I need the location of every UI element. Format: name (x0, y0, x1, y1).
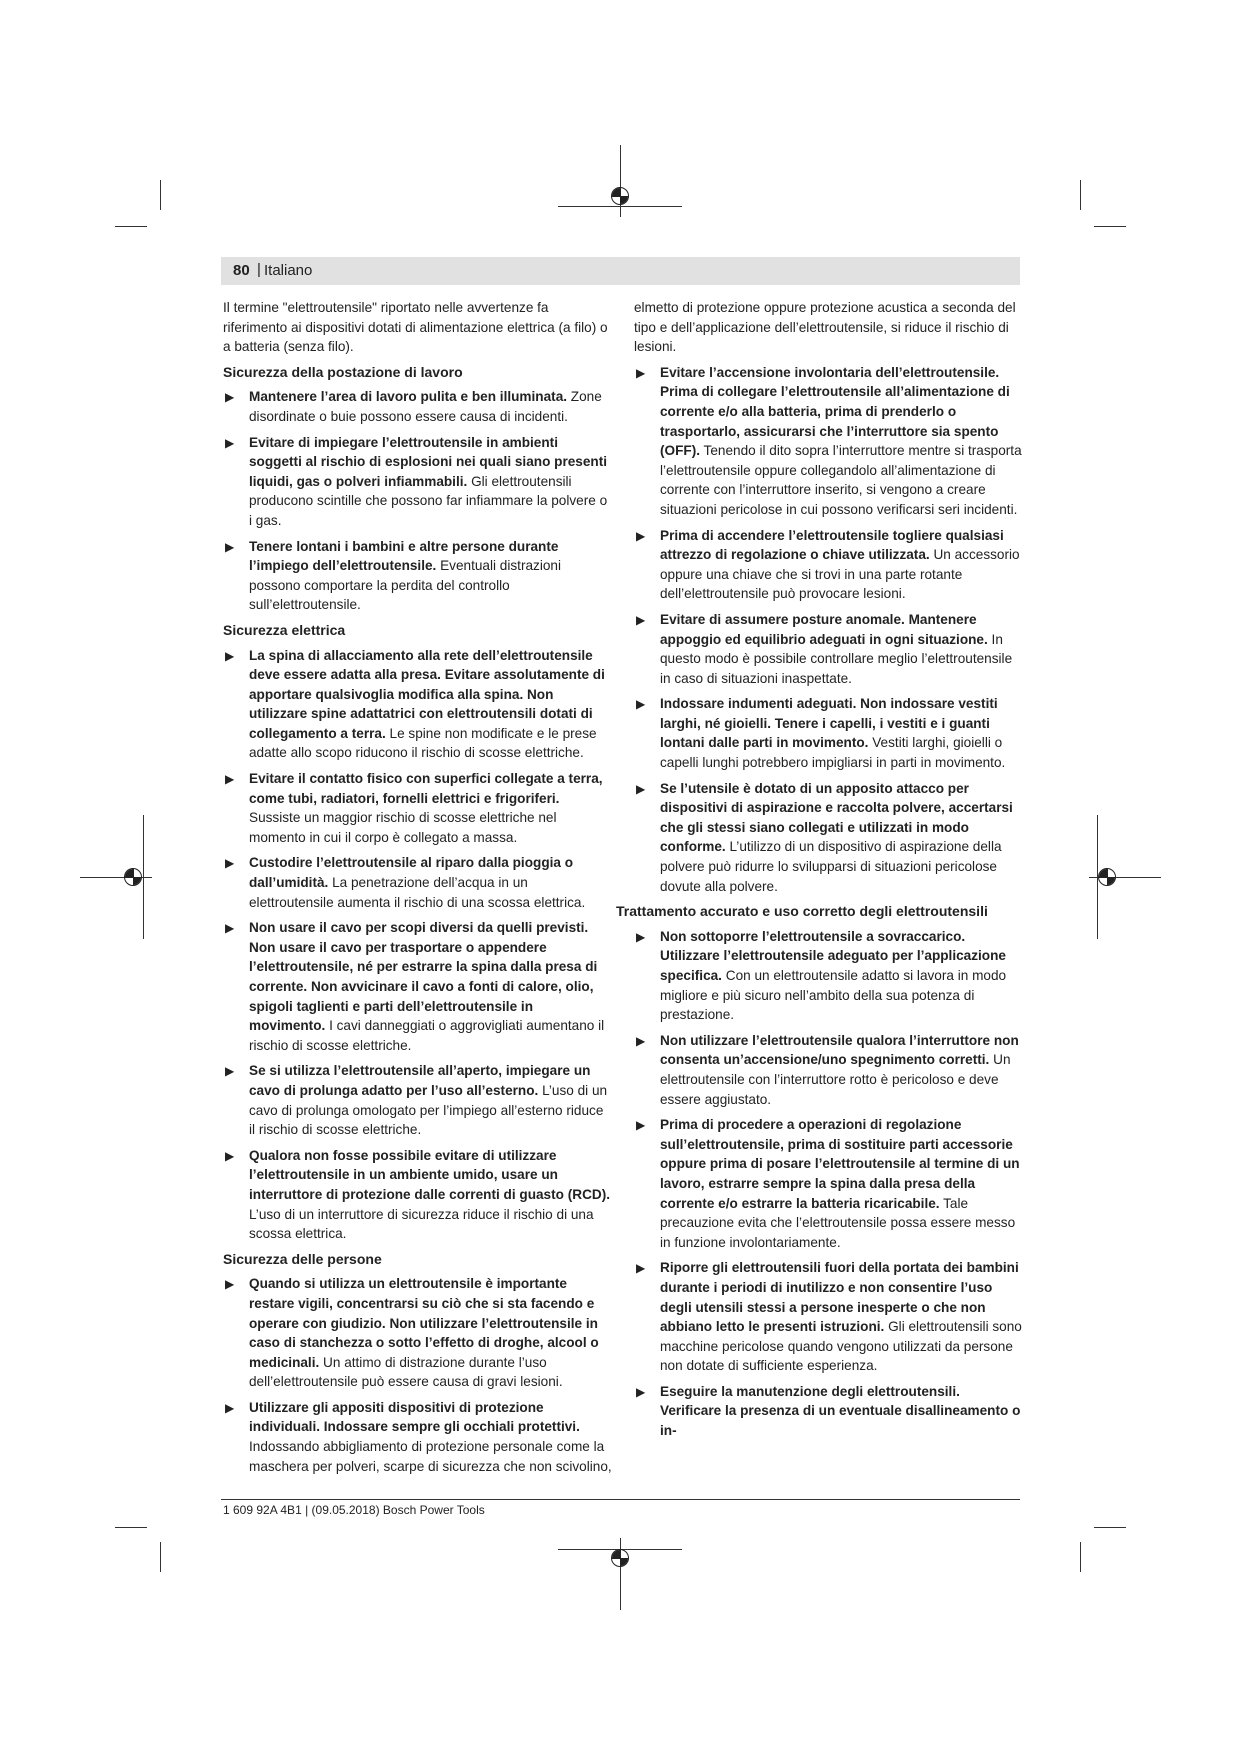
list-item: ▶ Non sottoporre l’elettroutensile a sovraccarico. Utilizzare l’elettroutensile adeguato per l’applicazione specifica. Con un elettroutensile adatto si lavora in modo migliore e più sicuro nell’ambito della sua potenza di prestazione. (634, 927, 1024, 1025)
list-item: ▶ Evitare di assumere posture anomale. Mantenere appoggio ed equilibrio adeguati in ogni situazione. In questo modo è possibile controllare meglio l’elettroutensile in caso di situazioni inaspettate. (634, 610, 1024, 688)
list-item: ▶ Prima di procedere a operazioni di regolazione sull’elettroutensile, prima di sostituire parti accessorie oppure prima di posare l’elettroutensile al termine di un lavoro, estrarre sempre la spina dalla presa della corrente e/o estrarre la batteria ricaricabile. Tale precauzione evita che l’elettroutensile possa essere messo in funzione involontariamente. (634, 1115, 1024, 1252)
list-item: ▶ Evitare di impiegare l’elettroutensile in ambienti soggetti al rischio di esplosioni nei quali siano presenti liquidi, gas o polveri infiammabili. Gli elettroutensili producono scintille che possono far infiammare la polvere o i gas. (223, 433, 612, 531)
list-item: ▶ Quando si utilizza un elettroutensile è importante restare vigili, concentrarsi su ciò che si sta facendo e operare con giudizio. Non utilizzare l’elettroutensile in caso di stanchezza o sotto l’effetto di droghe, alcool o medicinali. Un attimo di distrazione durante l’uso dell’elettroutensile può essere causa di gravi lesioni. (223, 1274, 612, 1392)
tool-care-list (634, 927, 1024, 1441)
list-item: ▶ Evitare l’accensione involontaria dell’elettroutensile. Prima di collegare l’elettroutensile all’alimentazione di corrente e/o alla batteria, prima di prenderlo o trasportarlo, assicurarsi che l’interruttore sia spento (OFF). Tenendo il dito sopra l’interruttore mentre si trasporta l’elettroutensile oppure collegandolo all’alimentazione di corrente con l’interruttore inserito, si vengono a creare situazioni pericolose in cui possono verificarsi seri incidenti. (634, 363, 1024, 520)
list-item: ▶ Non utilizzare l’elettroutensile qualora l’interruttore non consenta un’accensione/uno spegnimento corretti. Un elettroutensile con l’interruttore rotto è pericoloso e deve essere aggiustato. (634, 1031, 1024, 1109)
personal-safety-list-continued (634, 363, 1024, 896)
list-item: ▶ Eseguire la manutenzione degli elettroutensili. Verificare la presenza di un eventuale disallineamento o in- (634, 1382, 1024, 1441)
list-item: ▶ Evitare il contatto fisico con superfici collegate a terra, come tubi, radiatori, fornelli elettrici e frigoriferi. Sussiste un maggior rischio di scosse elettriche nel momento in cui il corpo è collegato a massa. (223, 769, 612, 847)
section-title-workplace: Sicurezza della postazione di lavoro (223, 363, 463, 380)
registration-mark-top-icon (611, 187, 629, 205)
list-item: ▶ Utilizzare gli appositi dispositivi di protezione individuali. Indossare sempre gli occhiali protettivi. Indossando abbigliamento di protezione personale come la maschera per polveri, scarpe di sicurezza che non scivolino, (223, 1398, 612, 1476)
language-label: Italiano (264, 262, 313, 279)
workplace-safety-list (223, 387, 612, 615)
list-item: ▶ Mantenere l’area di lavoro pulita e ben illuminata. Zone disordinate o buie possono essere causa di incidenti. (223, 387, 612, 426)
list-item: ▶ Custodire l’elettroutensile al riparo dalla pioggia o dall’umidità. La penetrazione dell’acqua in un elettroutensile aumenta il rischio di una scossa elettrica. (223, 853, 612, 912)
personal-safety-list (223, 1274, 612, 1476)
section-title-personal: Sicurezza delle persone (223, 1250, 382, 1267)
registration-mark-top-line-h (558, 206, 682, 207)
crop-mark-top-right-v (1080, 180, 1081, 210)
crop-mark-bottom-right-v (1080, 1542, 1081, 1572)
crop-mark-bottom-left-h (115, 1527, 147, 1528)
crop-mark-top-left-h (115, 226, 147, 227)
crop-mark-bottom-right-h (1094, 1527, 1126, 1528)
registration-mark-left-icon (124, 868, 142, 886)
footer-rule (221, 1499, 1020, 1500)
list-item: ▶ Prima di accendere l’elettroutensile togliere qualsiasi attrezzo di regolazione o chiave utilizzata. Un accessorio oppure una chiave che si trovi in una parte rotante dell’elettroutensile può provocare lesioni. (634, 526, 1024, 604)
header-separator: | (257, 261, 261, 278)
list-item: ▶ Tenere lontani i bambini e altre persone durante l’impiego dell’elettroutensile. Eventuali distrazioni possono comportare la perdita del controllo sull’elettroutensile. (223, 537, 612, 615)
list-item: ▶ Indossare indumenti adeguati. Non indossare vestiti larghi, né gioielli. Tenere i capelli, i vestiti e i guanti lontani dalle parti in movimento. Vestiti larghi, gioielli o capelli lunghi potrebbero impigliarsi in parti in movimento. (634, 694, 1024, 772)
list-item: ▶ Riporre gli elettroutensili fuori della portata dei bambini durante i periodi di inutilizzo e non consentire l’uso degli utensili stessi a persone inesperte o che non abbiano letto le presenti istruzioni. Gli elettroutensili sono macchine pericolose quando vengono utilizzati da persone non dotate di sufficiente esperienza. (634, 1258, 1024, 1376)
list-item: ▶ Qualora non fosse possibile evitare di utilizzare l’elettroutensile in un ambiente umido, usare un interruttore di protezione dalle correnti di guasto (RCD). L’uso di un interruttore di sicurezza riduce il rischio di una scossa elettrica. (223, 1146, 612, 1244)
registration-mark-bottom-icon (611, 1549, 629, 1567)
section-title-tool-care: Trattamento accurato e uso corretto degli elettroutensili (616, 903, 988, 920)
list-item: ▶ Se si utilizza l’elettroutensile all’aperto, impiegare un cavo di prolunga adatto per l’uso all’esterno. L’uso di un cavo di prolunga omologato per l’impiego all’esterno riduce il rischio di scosse elettriche. (223, 1061, 612, 1139)
left-column (223, 298, 612, 1482)
crop-mark-bottom-left-v (160, 1542, 161, 1572)
section-title-electrical: Sicurezza elettrica (223, 621, 346, 638)
electrical-safety-list (223, 646, 612, 1244)
page-header (221, 257, 1020, 285)
page-number: 80 (233, 262, 250, 279)
right-column (616, 298, 1024, 1447)
crop-mark-top-left-v (160, 180, 161, 210)
intro-paragraph: Il termine "elettroutensile" riportato nelle avvertenze fa riferimento ai dispositivi dotati di alimentazione elettrica (a filo) o a batteria (senza filo). (223, 300, 608, 355)
continuation-paragraph: elmetto di protezione oppure protezione acustica a seconda del tipo e dell’applicazione dell’elettroutensile, si riduce il rischio di lesioni. (634, 300, 1016, 355)
registration-mark-right-icon (1098, 868, 1116, 886)
page-footer: 1 609 92A 4B1 | (09.05.2018) Bosch Power Tools (223, 1503, 485, 1517)
list-item: ▶ Se l’utensile è dotato di un apposito attacco per dispositivi di aspirazione e raccolta polvere, accertarsi che gli stessi siano collegati e utilizzati in modo conforme. L’utilizzo di un dispositivo di aspirazione della polvere può ridurre lo svilupparsi di situazioni pericolose dovute alla polvere. (634, 779, 1024, 897)
crop-mark-top-right-h (1094, 226, 1126, 227)
list-item: ▶ Non usare il cavo per scopi diversi da quelli previsti. Non usare il cavo per trasportare o appendere l’elettroutensile, né per estrarre la spina dalla presa di corrente. Non avvicinare il cavo a fonti di calore, olio, spigoli taglienti e parti dell’elettroutensile in movimento. I cavi danneggiati o aggrovigliati aumentano il rischio di scosse elettriche. (223, 918, 612, 1055)
list-item: ▶ La spina di allacciamento alla rete dell’elettroutensile deve essere adatta alla presa. Evitare assolutamente di apportare qualsivoglia modifica alla spina. Non utilizzare spine adattatrici con elettroutensili dotati di collegamento a terra. Le spine non modificate e le prese adatte allo scopo riducono il rischio di scosse elettriche. (223, 646, 612, 764)
